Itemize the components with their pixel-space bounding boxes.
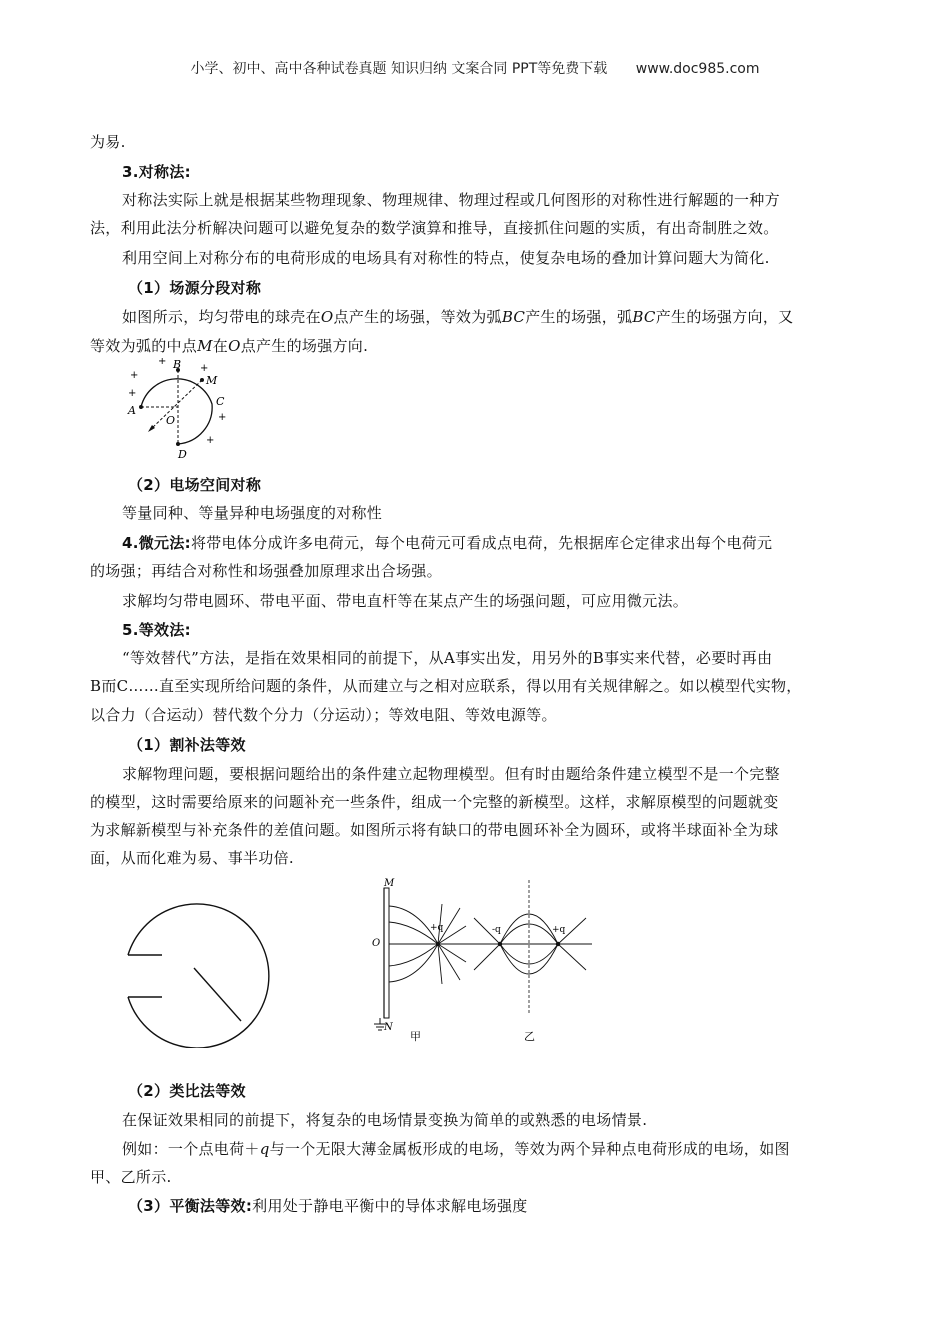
text-span: 产生的场强方向，又 bbox=[655, 308, 794, 326]
field-lines-yi bbox=[470, 914, 592, 974]
symbol-BC: BC bbox=[501, 308, 526, 326]
point-A bbox=[139, 405, 143, 409]
page-header bbox=[0, 58, 950, 78]
symbol-q: q bbox=[259, 1140, 270, 1158]
point-D bbox=[176, 442, 180, 446]
label-M: M bbox=[206, 374, 218, 387]
text-line: 求解物理问题，要根据问题给出的条件建立起物理模型。但有时由题给条件建立模型不是一个完整 bbox=[122, 765, 780, 783]
symbol-O: O bbox=[228, 337, 241, 355]
text-line bbox=[122, 531, 862, 555]
section-heading-symmetry: 3.对称法: bbox=[122, 163, 191, 181]
dashed-line-MO bbox=[150, 380, 202, 430]
charge-point bbox=[436, 942, 440, 946]
radius-line bbox=[194, 968, 241, 1021]
text-line: 为易. bbox=[90, 133, 126, 151]
label-jia: 甲 bbox=[410, 1030, 421, 1043]
plus-sign: + bbox=[218, 412, 227, 423]
label-A: A bbox=[128, 404, 136, 417]
text-line: 求解均匀带电圆环、带电平面、带电直杆等在某点产生的场强问题，可应用微元法。 bbox=[122, 592, 689, 610]
metal-plate bbox=[384, 888, 389, 1018]
text-line bbox=[90, 334, 862, 358]
text-span: 如图所示，均匀带电的球壳在 bbox=[122, 308, 321, 326]
ring-arc bbox=[128, 904, 269, 1048]
text-line: 利用空间上对称分布的电荷形成的电场具有对称性的特点，使复杂电场的叠加计算问题大为简化. bbox=[122, 249, 770, 267]
text-line: 对称法实际上就是根据某些物理现象、物理规律、物理过程或几何图形的对称性进行解题的一种方 bbox=[122, 191, 780, 209]
text-line: 甲、乙所示. bbox=[90, 1168, 172, 1186]
text-line: 在保证效果相同的前提下，将复杂的电场情景变换为简单的或熟悉的电场情景. bbox=[122, 1111, 648, 1129]
header-url: www.doc985.com bbox=[635, 61, 760, 77]
text-line: 面，从而化难为易、事半功倍. bbox=[90, 849, 294, 867]
plus-sign: + bbox=[128, 388, 137, 399]
text-line bbox=[122, 1137, 862, 1161]
label-D: D bbox=[178, 448, 187, 461]
label-B: B bbox=[173, 358, 182, 371]
subheading-balance: （3）平衡法等效: bbox=[128, 1197, 253, 1215]
label-plus-q: +q bbox=[552, 925, 566, 935]
text-line: 的场强；再结合对称性和场强叠加原理求出合场强。 bbox=[90, 562, 442, 580]
text-span: 将带电体分成许多电荷元，每个电荷元可看成点电荷，先根据库仑定律求出每个电荷元 bbox=[190, 534, 773, 552]
positive-charge bbox=[556, 942, 560, 946]
symbol-BC: BC bbox=[632, 308, 656, 326]
text-line: “等效替代”方法，是指在效果相同的前提下，从A事实出发，用另外的B事实来代替，必要时再由 bbox=[122, 649, 773, 667]
text-line: 为求解新模型与补充条件的差值问题。如图所示将有缺口的带电圆环补全为圆环，或将半球面补全为球 bbox=[90, 821, 779, 839]
plus-sign: + bbox=[206, 435, 215, 446]
text-span: 产生的场强，弧 bbox=[525, 308, 633, 326]
plus-sign: + bbox=[130, 370, 139, 381]
label-plus-q: +q bbox=[430, 923, 444, 933]
subheading-cut-fill: （1）割补法等效 bbox=[128, 736, 246, 754]
text-line: 的模型，这时需要给原来的问题补充一些条件，组成一个完整的新模型。这样，求解原模型的问题就变 bbox=[90, 793, 779, 811]
figure-charged-shell bbox=[122, 358, 232, 462]
point-M bbox=[200, 378, 204, 382]
plus-sign: + bbox=[200, 363, 209, 374]
negative-charge bbox=[498, 942, 502, 946]
subheading-source-symmetry: （1）场源分段对称 bbox=[128, 279, 262, 297]
label-N: N bbox=[384, 1022, 393, 1033]
text-line: 等量同种、等量异种电场强度的对称性 bbox=[122, 504, 383, 522]
subheading-analogy: （2）类比法等效 bbox=[128, 1082, 246, 1100]
text-span: 点产生的场强方向. bbox=[240, 337, 369, 355]
label-minus-q: -q bbox=[492, 925, 501, 935]
symbol-M: M bbox=[197, 337, 213, 355]
section-heading-micro: 4.微元法: bbox=[122, 534, 191, 552]
arc-shell bbox=[141, 379, 215, 446]
field-lines-jia bbox=[389, 904, 470, 984]
label-yi: 乙 bbox=[524, 1030, 535, 1043]
subheading-space-symmetry: （2）电场空间对称 bbox=[128, 476, 262, 494]
plus-sign: + bbox=[158, 358, 167, 367]
text-line bbox=[122, 305, 862, 329]
label-M: M bbox=[384, 878, 395, 889]
text-span: 点产生的场强，等效为弧 bbox=[333, 308, 502, 326]
text-line bbox=[128, 1194, 868, 1218]
text-line: B而C……直至实现所给问题的条件，从而建立与之相对应联系，得以用有关规律解之。如以模型代实物， bbox=[90, 677, 802, 695]
text-span: 在 bbox=[212, 337, 229, 355]
text-line: 以合力（合运动）替代数个分力（分运动）；等效电阻、等效电源等。 bbox=[90, 706, 557, 724]
figure-ring-with-gap bbox=[120, 888, 280, 1048]
label-O: O bbox=[166, 414, 176, 427]
label-O: O bbox=[372, 938, 381, 949]
header-text: 小学、初中、高中各种试卷真题 知识归纳 文案合同 PPT等免费下载 bbox=[190, 61, 608, 77]
text-span: 等效为弧的中点 bbox=[90, 337, 198, 355]
figure-image-charge bbox=[368, 874, 608, 1050]
text-line: 法，利用此法分析解决问题可以避免复杂的数学演算和推导，直接抓住问题的实质，有出奇制胜之效。 bbox=[90, 219, 779, 237]
section-heading-equivalence: 5.等效法: bbox=[122, 621, 191, 639]
label-C: C bbox=[216, 395, 225, 408]
text-span: 利用处于静电平衡中的导体求解电场强度 bbox=[252, 1197, 528, 1215]
symbol-O: O bbox=[320, 308, 334, 326]
text-span: 与一个无限大薄金属板形成的电场，等效为两个异种点电荷形成的电场，如图 bbox=[269, 1140, 790, 1158]
text-span: 例如：一个点电荷＋ bbox=[122, 1140, 260, 1158]
